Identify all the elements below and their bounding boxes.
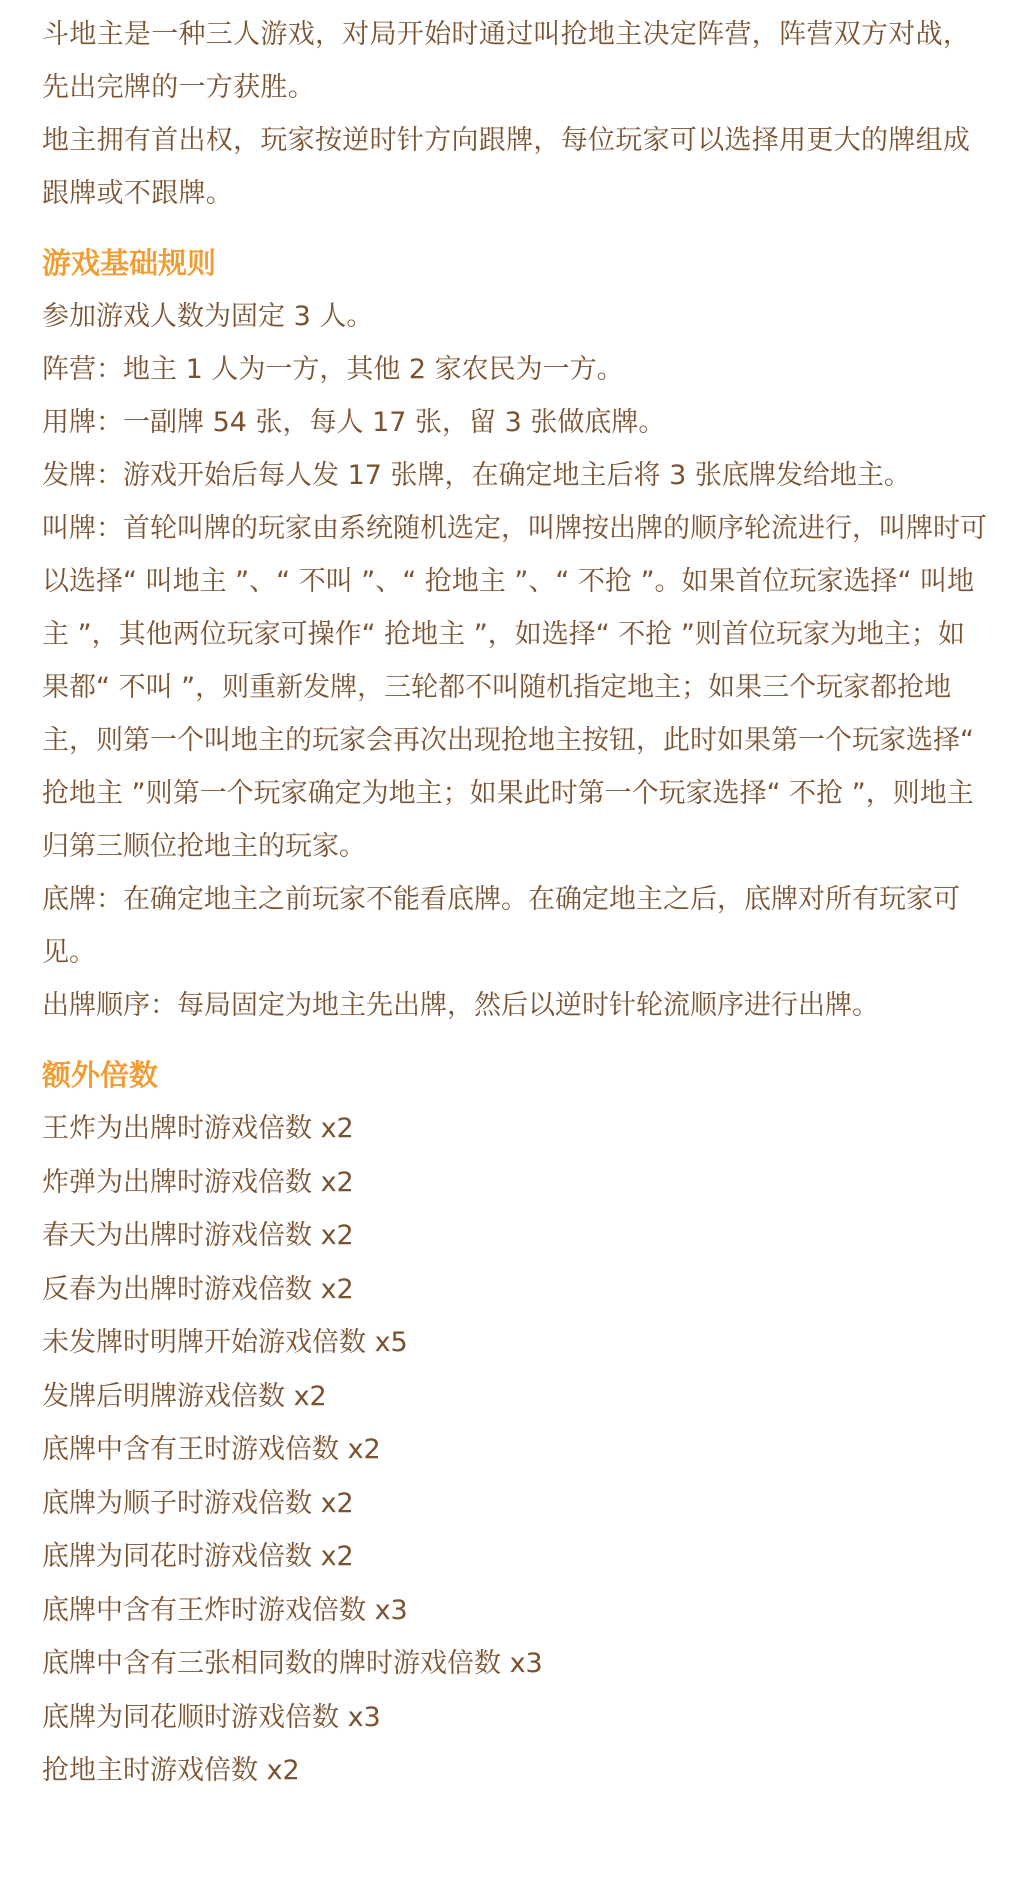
rule-play-order: 出牌顺序：每局固定为地主先出牌，然后以逆时针轮流顺序进行出牌。 <box>42 990 879 1021</box>
rule-bidding: 叫牌：首轮叫牌的玩家由系统随机选定，叫牌按出牌的顺序轮流进行，叫牌时可以选择“ 叫地主 ”、“ 不叫 ”、“ 抢地主 ”、“ 不抢 ”。如果首位玩家选择“ 叫地主 ”，其他两位玩家可操作“ 抢地主 ”，如选择“ 不抢 ”则首位玩家为地主；如果都“ 不叫 ”，则重新发牌，三轮都不叫随机指定地主；如果三个玩家都抢地主，则第一个叫地主的玩家会再次出现抢地主按钮，此时如果第一个玩家选择“ 抢地主 ”则第一个玩家确定为地主；如果此时第一个玩家选择“ 不抢 ”，则地主归第三顺位抢地主的玩家。 <box>42 513 987 862</box>
multiplier-item: 春天为出牌时游戏倍数 x2 <box>42 1220 354 1251</box>
multiplier-item: 底牌中含有王时游戏倍数 x2 <box>42 1434 381 1465</box>
rule-cards-used: 用牌：一副牌 54 张，每人 17 张，留 3 张做底牌。 <box>42 407 666 438</box>
basic-rules-heading: 游戏基础规则 <box>42 246 217 280</box>
multiplier-item: 反春为出牌时游戏倍数 x2 <box>42 1273 354 1305</box>
rule-dealing: 发牌：游戏开始后每人发 17 张牌，在确定地主后将 3 张底牌发给地主。 <box>42 460 911 491</box>
rule-bottom-cards: 底牌：在确定地主之前玩家不能看底牌。在确定地主之后，底牌对所有玩家可见。 <box>42 884 960 968</box>
multiplier-item: 底牌为顺子时游戏倍数 x2 <box>42 1487 354 1519</box>
multiplier-item: 抢地主时游戏倍数 x2 <box>42 1755 300 1786</box>
rule-camps: 阵营：地主 1 人为一方，其他 2 家农民为一方。 <box>42 354 624 385</box>
extra-multipliers-list <box>42 1102 990 1798</box>
multiplier-item: 发牌后明牌游戏倍数 x2 <box>42 1380 327 1412</box>
multiplier-item: 底牌中含有三张相同数的牌时游戏倍数 x3 <box>42 1648 543 1679</box>
extra-multipliers-heading: 额外倍数 <box>42 1058 159 1092</box>
multiplier-item: 炸弹为出牌时游戏倍数 x2 <box>42 1166 354 1198</box>
rule-player-count: 参加游戏人数为固定 3 人。 <box>42 301 374 332</box>
multiplier-item: 未发牌时明牌开始游戏倍数 x5 <box>42 1327 408 1358</box>
multiplier-item: 王炸为出牌时游戏倍数 x2 <box>42 1113 354 1144</box>
basic-rules-list <box>42 290 990 1032</box>
multiplier-item: 底牌为同花顺时游戏倍数 x3 <box>42 1701 381 1733</box>
multiplier-item: 底牌为同花时游戏倍数 x2 <box>42 1541 354 1572</box>
intro-paragraph-2: 地主拥有首出权，玩家按逆时针方向跟牌，每位玩家可以选择用更大的牌组成跟牌或不跟牌。 <box>42 125 971 209</box>
intro-paragraph-1: 斗地主是一种三人游戏，对局开始时通过叫抢地主决定阵营，阵营双方对战，先出完牌的一方获胜。 <box>42 19 971 103</box>
multiplier-item: 底牌中含有王炸时游戏倍数 x3 <box>42 1594 408 1626</box>
